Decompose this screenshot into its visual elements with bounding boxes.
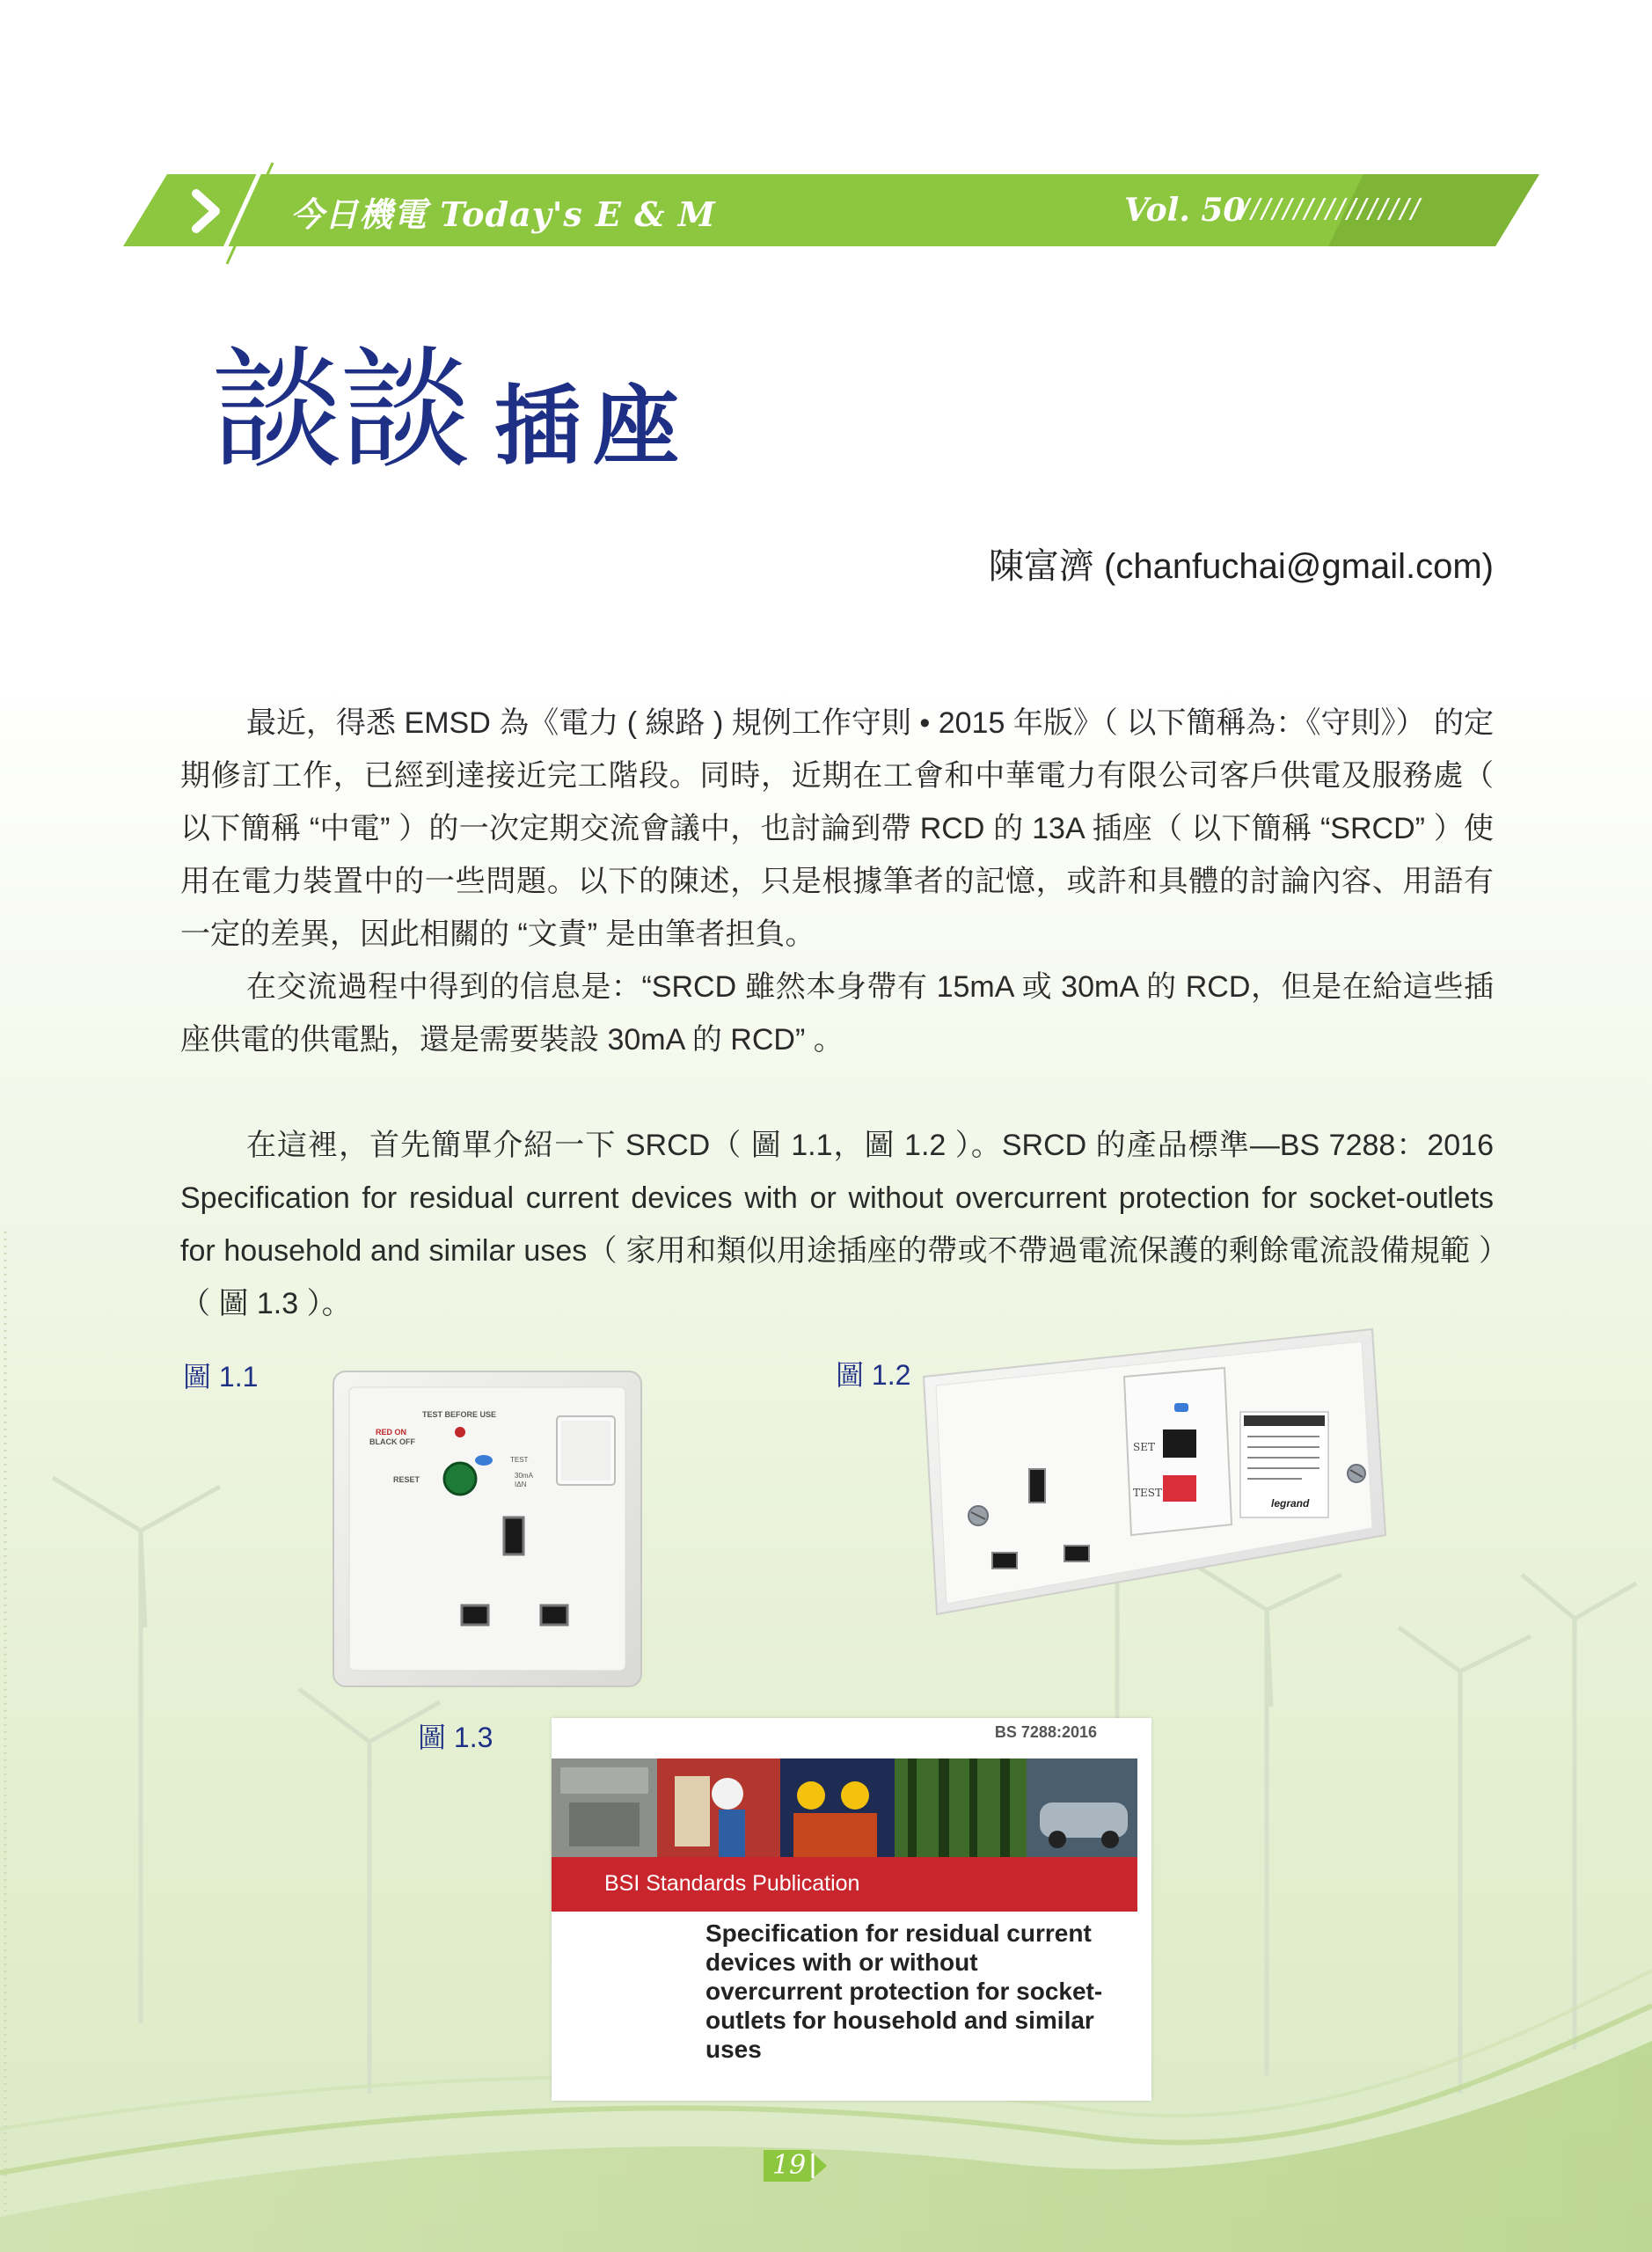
bsi-publication-label: BSI Standards Publication xyxy=(604,1871,860,1896)
volume-number: Vol. 50 xyxy=(1124,192,1246,229)
paragraph-1: 最近，得悉 EMSD 為《電力 ( 線路 ) 規例工作守則 • 2015 年版》（ 以下簡稱為：《守則》） 的定期修訂工作，已經到達接近完工階段。同時，近期在工會和中華電力有限公司客戶供電及服務處（ 以下簡稱 “中電” ）的一次定期交流會議中，也討論到帶 RCD 的 13A 插座（ 以下簡稱 “SRCD” ）使用在電力裝置中的一些問題。以下的陳述，只是根據筆者的記憶，或許和具體的討論內容、用語有一定的差異，因此相關的 “文責” 是由筆者担負。 xyxy=(180,706,1494,951)
paragraph-2: 在交流過程中得到的信息是：“SRCD 雖然本身帶有 15mA 或 30mA 的 RCD，但是在給這些插座供電的供電點，還是需要裝設 30mA 的 RCD” 。 xyxy=(180,970,1494,1057)
magazine-title: 今日機電 Today's E & M xyxy=(290,194,716,234)
figure-1-2-label: 圖 1.2 xyxy=(836,1359,911,1391)
figure-1-1-label: 圖 1.1 xyxy=(183,1361,259,1393)
figure-1-1-srcd-socket xyxy=(330,1368,647,1693)
fig1-test-before-use: TEST BEFORE USE xyxy=(422,1410,497,1419)
figure-1-3-bsi-cover xyxy=(552,1718,1151,2101)
fig2-brand: legrand xyxy=(1271,1497,1310,1510)
article-title-main: 談談 xyxy=(211,334,469,487)
article-title-sub: 插座 xyxy=(494,376,692,477)
fig1-reset: RESET xyxy=(393,1475,420,1484)
decorative-slashes: ///////////////// xyxy=(1240,194,1422,224)
fig1-test: TEST xyxy=(510,1456,529,1464)
figure-1-3-label: 圖 1.3 xyxy=(418,1722,493,1753)
fig1-black-off: BLACK OFF xyxy=(369,1437,415,1446)
bsi-red-bar xyxy=(552,1857,1137,1912)
bsi-spec-title: Specification for residual current devices with or without overcurrent protection for socket-outlets for household and similar uses xyxy=(705,1919,1103,2063)
bsi-standard-code: BS 7288:2016 xyxy=(994,1723,1097,1741)
body-paragraphs-2 xyxy=(180,1119,1494,1330)
page-number: 19 xyxy=(772,2150,807,2181)
fig1-red-on: RED ON xyxy=(376,1428,407,1437)
fig2-test: TEST xyxy=(1133,1487,1162,1499)
figure-1-2-legrand-socket xyxy=(915,1324,1390,1623)
fig1-rating: 30mA xyxy=(515,1472,533,1480)
header-band xyxy=(0,0,1652,282)
author-byline: 陳富濟 (chanfuchai@gmail.com) xyxy=(988,547,1494,586)
fig2-set: SET xyxy=(1133,1441,1155,1453)
article-title xyxy=(211,303,691,494)
body-paragraphs xyxy=(180,697,1494,1066)
paragraph-3: 在這裡，首先簡單介紹一下 SRCD（ 圖 1.1，圖 1.2 ）。SRCD 的產品標準—BS 7288：2016 Specification for residual current devices with or without overcurrent protection for socket-outlets for household and similar uses（ 家用和類似用途插座的帶或不帶過電流保護的剩餘電流設備規範 ）（ 圖 1.3 ）。 xyxy=(180,1129,1494,1320)
bsi-photo-strip xyxy=(552,1758,1137,1857)
fig1-rating-2: IΔN xyxy=(515,1481,527,1488)
